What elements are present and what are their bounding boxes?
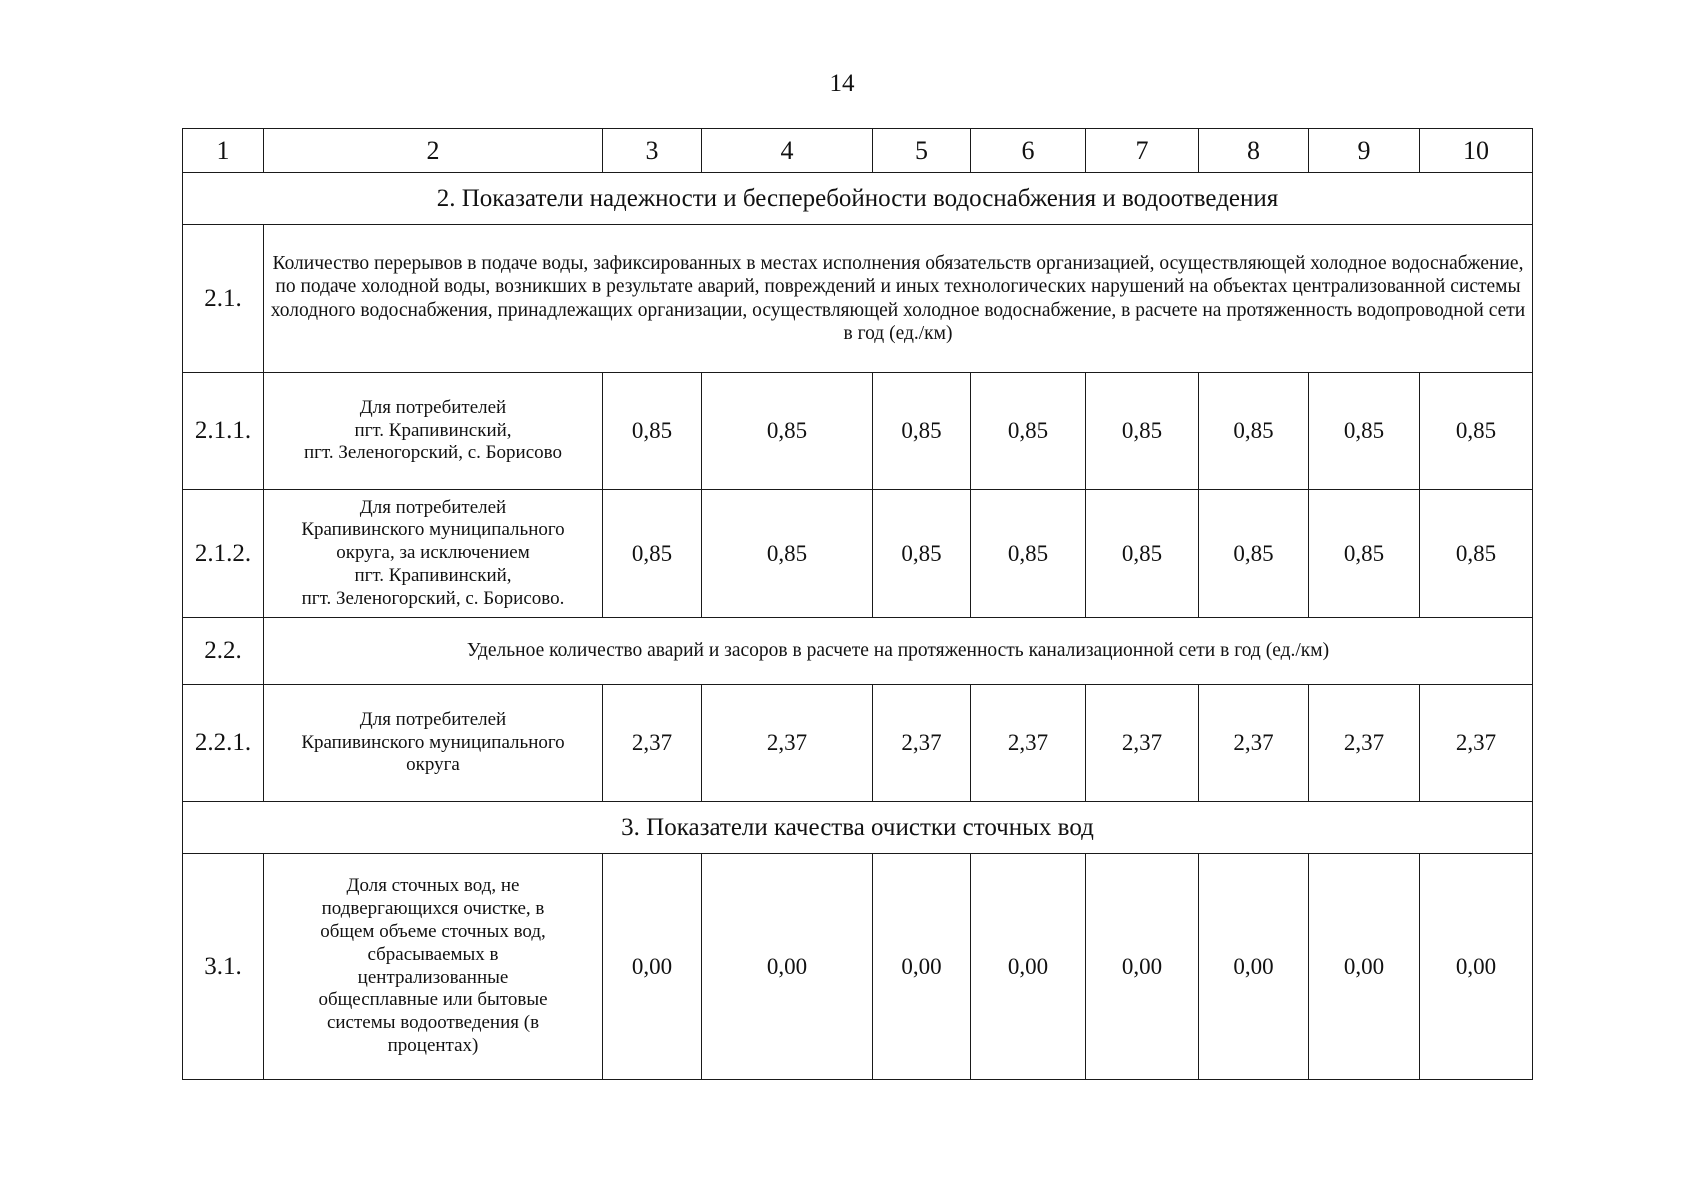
column-number: 8 xyxy=(1199,129,1309,173)
section-title-3: 3. Показатели качества очистки сточных вод xyxy=(183,802,1533,854)
value-cell: 0,00 xyxy=(1309,854,1420,1080)
row-number: 2.1. xyxy=(183,225,264,373)
value-cell: 2,37 xyxy=(873,685,971,802)
description-line: пгт. Крапивинский, xyxy=(354,564,512,586)
value-cell: 2,37 xyxy=(603,685,702,802)
description-line: Крапивинского муниципального xyxy=(301,519,565,541)
value-cell: 0,85 xyxy=(971,373,1086,490)
value-cell: 0,85 xyxy=(1086,373,1199,490)
value-cell: 0,85 xyxy=(603,490,702,618)
column-number: 3 xyxy=(603,129,702,173)
description-line: процентах) xyxy=(387,1034,479,1056)
indicator-group-title: Удельное количество аварий и засоров в расчете на протяженность канализационной сети в год (ед./км) xyxy=(264,618,1533,685)
value-cell: 0,85 xyxy=(1420,373,1533,490)
value-cell: 2,37 xyxy=(1086,685,1199,802)
description-line: системы водоотведения (в xyxy=(326,1012,540,1034)
description-line: общесплавные или бытовые xyxy=(318,989,548,1011)
description-line: округа xyxy=(406,754,460,776)
row-number: 2.1.2. xyxy=(183,490,264,618)
value-cell: 2,37 xyxy=(1309,685,1420,802)
row-number: 3.1. xyxy=(183,854,264,1080)
value-cell: 0,85 xyxy=(1420,490,1533,618)
description-line: Для потребителей xyxy=(359,396,507,418)
section-header-row xyxy=(183,802,1533,854)
column-number: 6 xyxy=(971,129,1086,173)
table-row xyxy=(183,685,1533,802)
value-cell: 2,37 xyxy=(1199,685,1309,802)
description-line: Для потребителей xyxy=(359,496,507,518)
description-line: Для потребителей xyxy=(359,708,507,730)
value-cell: 0,85 xyxy=(1309,373,1420,490)
value-cell: 0,00 xyxy=(1199,854,1309,1080)
description-line: пгт. Зеленогорский, с. Борисово xyxy=(304,442,562,464)
description-line: Доля сточных вод, не xyxy=(346,875,520,897)
description-line: пгт. Крапивинский, xyxy=(354,419,512,441)
column-number: 4 xyxy=(702,129,873,173)
value-cell: 0,85 xyxy=(971,490,1086,618)
description-line: общем объеме сточных вод, xyxy=(320,920,546,942)
description-line: централизованные xyxy=(357,966,509,988)
description-line: подвергающихся очистке, в xyxy=(321,898,545,920)
value-cell: 0,00 xyxy=(1420,854,1533,1080)
row-number: 2.2. xyxy=(183,618,264,685)
indicator-group-row xyxy=(183,618,1533,685)
value-cell: 0,00 xyxy=(971,854,1086,1080)
row-number: 2.1.1. xyxy=(183,373,264,490)
value-cell: 0,00 xyxy=(873,854,971,1080)
description-line: округа, за исключением xyxy=(336,542,530,564)
table-row xyxy=(183,373,1533,490)
value-cell: 0,85 xyxy=(1199,490,1309,618)
value-cell: 0,85 xyxy=(1086,490,1199,618)
section-title-2: 2. Показатели надежности и бесперебойности водоснабжения и водоотведения xyxy=(183,173,1533,225)
column-number: 1 xyxy=(183,129,264,173)
value-cell: 0,85 xyxy=(1199,373,1309,490)
value-cell: 0,00 xyxy=(603,854,702,1080)
description-line: Крапивинского муниципального xyxy=(301,731,565,753)
value-cell: 2,37 xyxy=(971,685,1086,802)
indicator-group-title: Количество перерывов в подаче воды, зафиксированных в местах исполнения обязательств организацией, осуществляющей холодное водоснабжение, по подаче холодной воды, возникших в результате аварий, повреждений и иных технологических нарушений на объектах централизованной системы холодного водоснабжения, принадлежащих организации, осуществляющей холодное водоснабжение, в расчете на протяженность водопроводной сети в год (ед./км) xyxy=(264,225,1533,373)
row-description xyxy=(264,854,603,1080)
value-cell: 0,85 xyxy=(873,373,971,490)
row-description xyxy=(264,373,603,490)
indicator-group-row xyxy=(183,225,1533,373)
row-description xyxy=(264,490,603,618)
row-number: 2.2.1. xyxy=(183,685,264,802)
indicators-table xyxy=(182,128,1533,1080)
table-row xyxy=(183,854,1533,1080)
page-number: 14 xyxy=(829,70,855,97)
value-cell: 0,85 xyxy=(702,490,873,618)
section-header-row xyxy=(183,173,1533,225)
row-description xyxy=(264,685,603,802)
column-number: 10 xyxy=(1420,129,1533,173)
column-number: 9 xyxy=(1309,129,1420,173)
value-cell: 0,85 xyxy=(873,490,971,618)
value-cell: 0,85 xyxy=(1309,490,1420,618)
column-number-row xyxy=(183,129,1533,173)
column-number: 5 xyxy=(873,129,971,173)
column-number: 7 xyxy=(1086,129,1199,173)
value-cell: 0,85 xyxy=(702,373,873,490)
description-line: пгт. Зеленогорский, с. Борисово. xyxy=(301,587,565,609)
description-line: сбрасываемых в xyxy=(367,943,499,965)
value-cell: 2,37 xyxy=(702,685,873,802)
value-cell: 0,00 xyxy=(1086,854,1199,1080)
value-cell: 0,00 xyxy=(702,854,873,1080)
value-cell: 2,37 xyxy=(1420,685,1533,802)
table-row xyxy=(183,490,1533,618)
value-cell: 0,85 xyxy=(603,373,702,490)
column-number: 2 xyxy=(264,129,603,173)
